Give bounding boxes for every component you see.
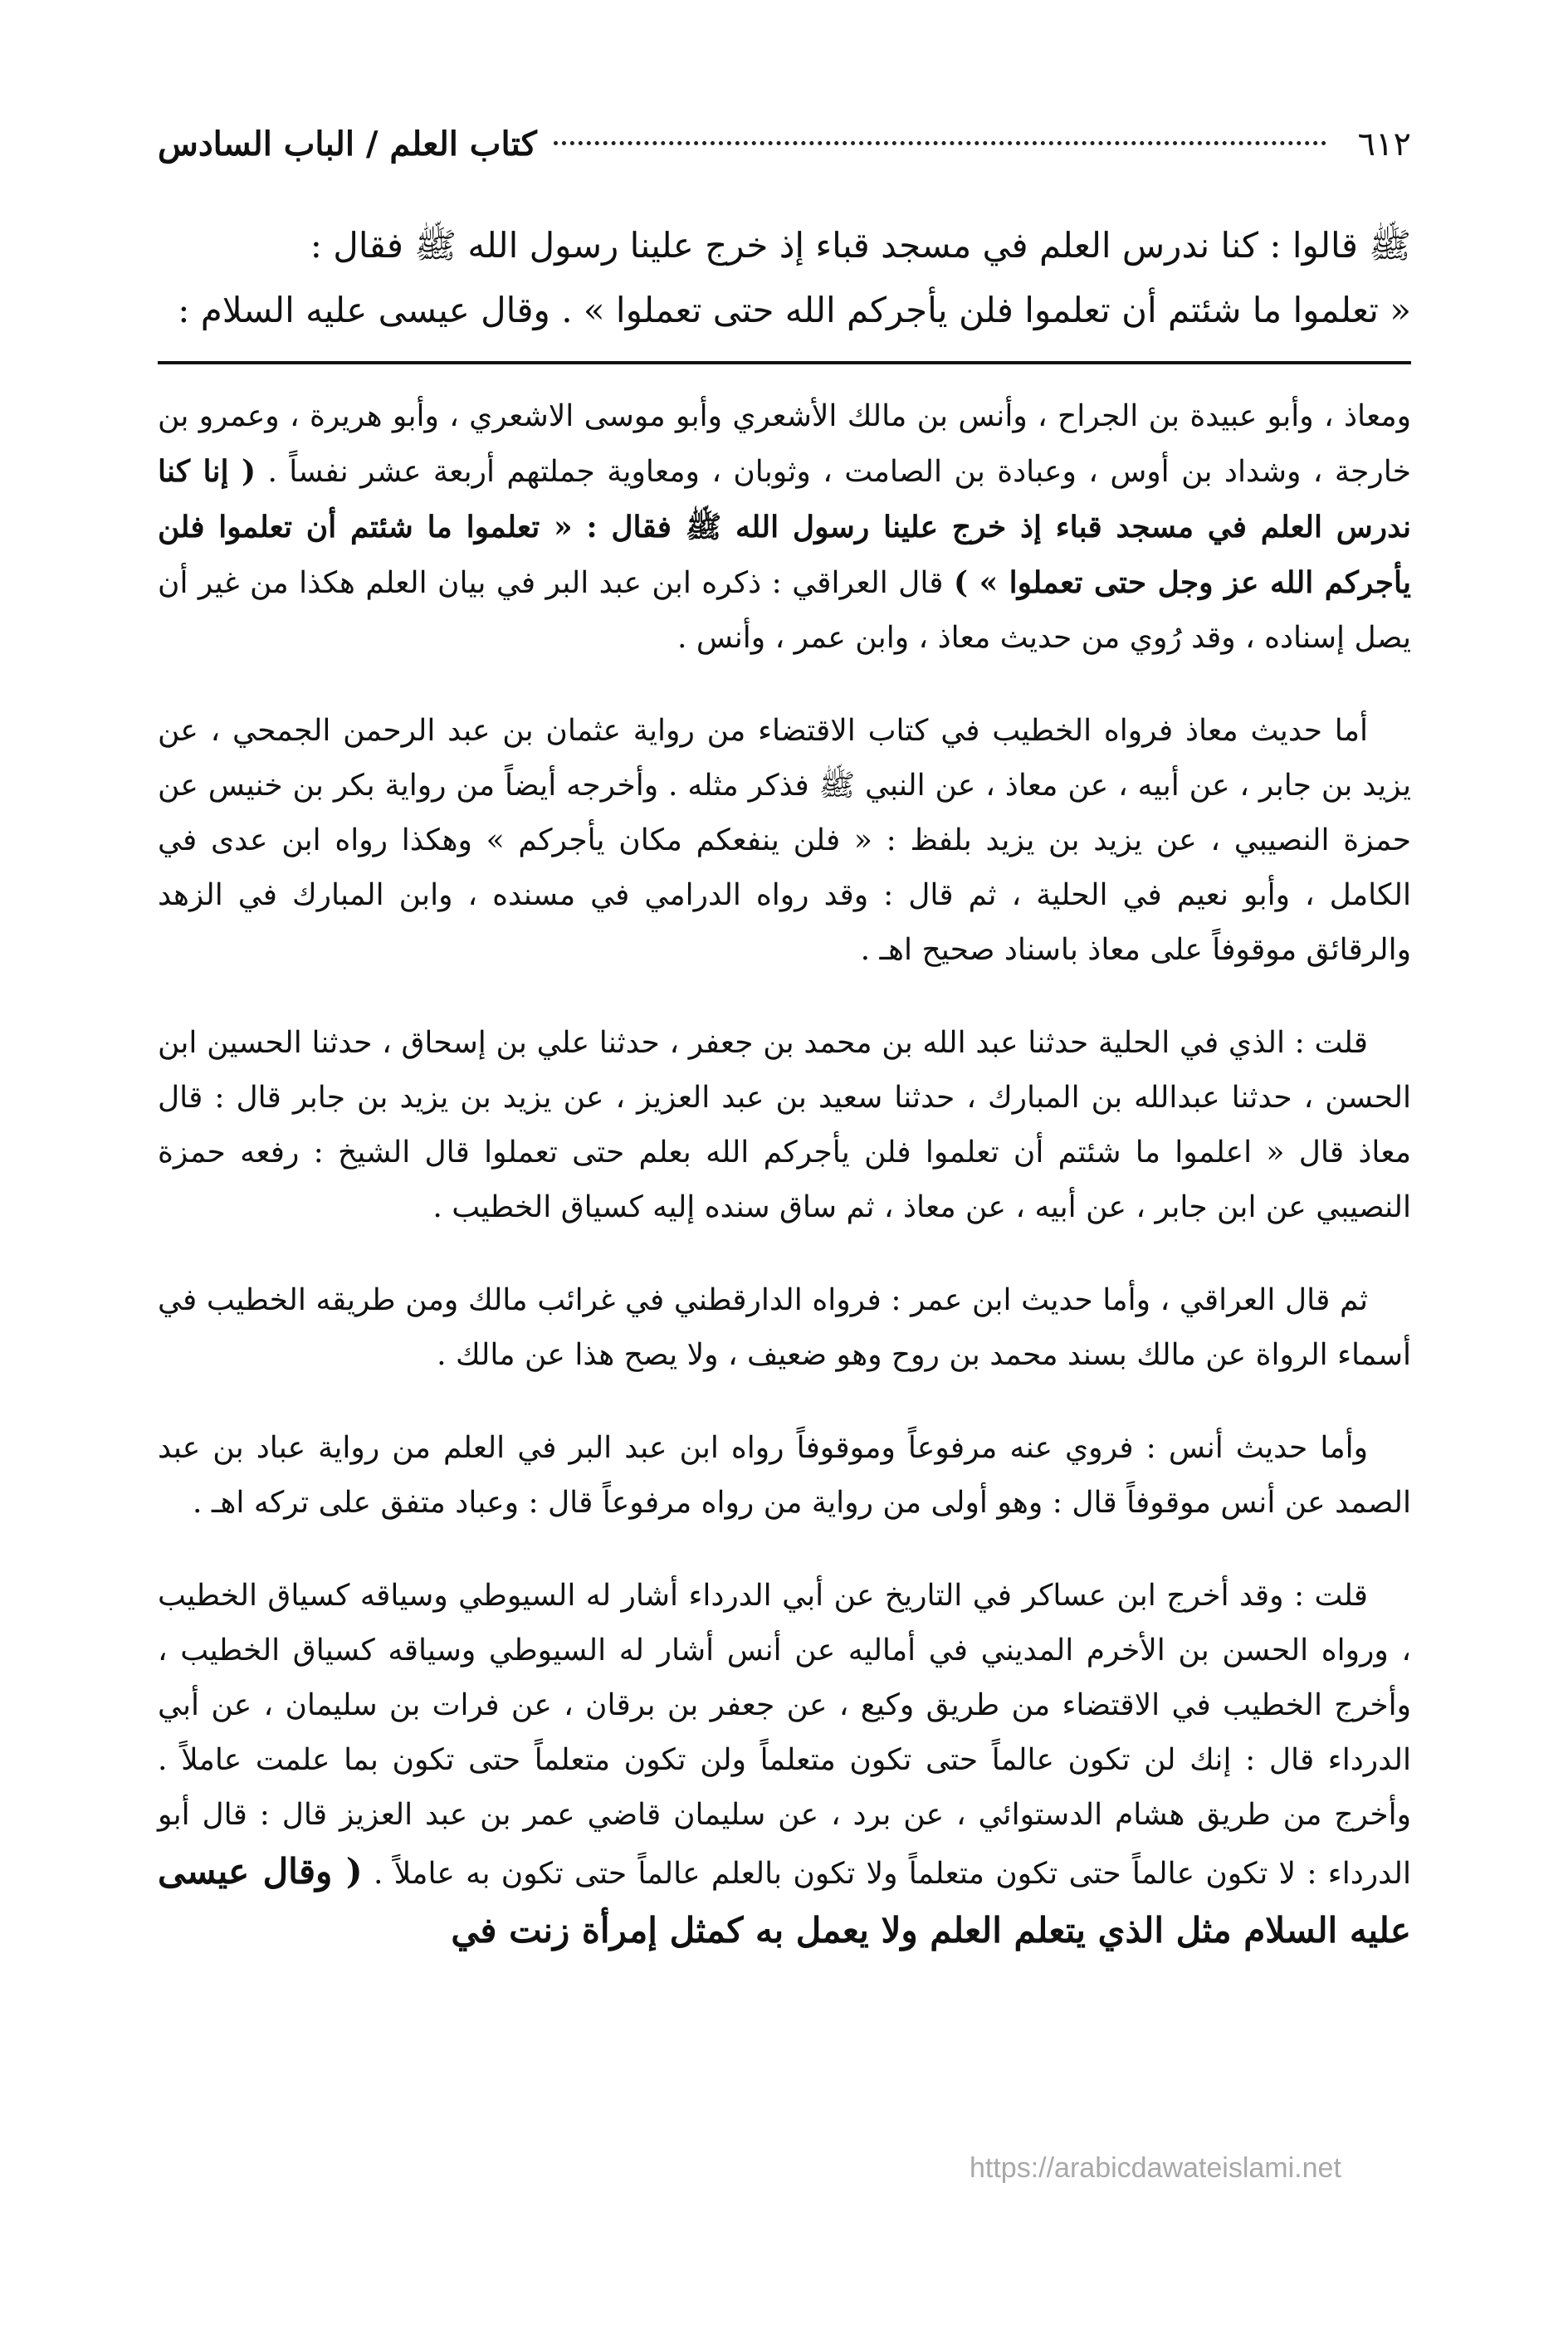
header-title: كتاب العلم / الباب السادس: [158, 125, 537, 164]
commentary-text: ومعاذ ، وأبو عبيدة بن الجراح ، وأنس بن مالك الأشعري وأبو موسى الاشعري ، وأبو هريرة ، وعمرو بن خارجة ، وشداد بن أوس ، وعبادة بن الصامت ، وثوبان ، ومعاوية جملتهم أربعة عشر نفساً .: [158, 399, 1412, 489]
main-text-line: « تعلموا ما شئتم أن تعلموا فلن يأجركم الله حتى تعملوا » . وقال عيسى عليه السلام :: [178, 290, 1411, 330]
main-text-line: ﷺ قالوا : كنا ندرس العلم في مسجد قباء إذ خرج علينا رسول الله ﷺ فقال :: [310, 225, 1411, 266]
commentary-paragraph: ثم قال العراقي ، وأما حديث ابن عمر : فرواه الدارقطني في غرائب مالك ومن طريقه الخطيب في أسماء الرواة عن مالك بسند محمد بن روح وهو ضعيف ، ولا يصح هذا عن مالك .: [158, 1283, 1411, 1372]
commentary-text: قلت : وقد أخرج ابن عساكر في التاريخ عن أبي الدرداء أشار له السيوطي وسياقه كسياق الخطيب ، ورواه الحسن بن الأخرم المديني في أماليه عن أنس أشار له السيوطي وسياقه كسياق الخطيب ، وأخرج الخطيب في الاقتضاء من طريق وكيع ، عن جعفر بن برقان ، عن فرات بن سليمان ، عن أبي الدرداء قال : إنك لن تكون عالماً حتى تكون متعلماً ولن تكون متعلماً حتى تكون بما علمت عاملاً . وأخرج من طريق هشام الدستوائي ، عن برد ، عن سليمان قاضي عمر بن عبد العزيز قال : قال أبو الدرداء : لا تكون عالماً حتى تكون متعلماً ولا تكون بالعلم عالماً حتى تكون به عاملاً .: [158, 1579, 1411, 1891]
page-number: ٦١٢: [1357, 125, 1411, 164]
watermark-url: https://arabicdawateislami.net: [970, 2152, 1341, 2184]
commentary-paragraph: [158, 389, 1411, 666]
commentary-paragraph: قلت : الذي في الحلية حدثنا عبد الله بن محمد بن جعفر ، حدثنا علي بن إسحاق ، حدثنا الحسين ابن الحسن ، حدثنا عبدالله بن المبارك ، حدثنا سعيد بن عبد العزيز ، عن يزيد بن يزيد بن جابر قال : قال معاذ قال « اعلموا ما شئتم أن تعلموا فلن يأجركم الله بعلم حتى تعملوا قال الشيخ : رفعه حمزة النصيبي عن ابن جابر ، عن أبيه ، عن معاذ ، ثم ساق سنده إليه كسياق الخطيب .: [158, 1026, 1411, 1224]
commentary-text: قال العراقي : ذكره ابن عبد البر في بيان العلم هكذا من غير أن يصل إسناده ، وقد رُوي من حديث معاذ ، وابن عمر ، وأنس .: [158, 566, 1411, 655]
commentary: [158, 389, 1411, 1961]
footnote-divider: [158, 361, 1411, 364]
page-header: [158, 125, 1411, 164]
quoted-matn: ( إنا كنا ندرس العلم في مسجد قباء إذ خرج علينا رسول الله ﷺ فقال : « تعلموا ما شئتم أن تعلموا فلن يأجركم الله عز وجل حتى تعملوا » ): [158, 454, 1411, 600]
commentary-paragraph: أما حديث معاذ فرواه الخطيب في كتاب الاقتضاء من رواية عثمان بن عبد الرحمن الجمحي ، عن يزيد بن جابر ، عن أبيه ، عن معاذ ، عن النبي ﷺ فذكر مثله . وأخرجه أيضاً من رواية بكر بن خنيس عن حمزة النصيبي ، عن يزيد بن يزيد بلفظ : « فلن ينفعكم مكان يأجركم » وهكذا رواه ابن عدى في الكامل ، وأبو نعيم في الحلية ، ثم قال : وقد رواه الدرامي في مسنده ، وابن المبارك في الزهد والرقائق موقوفاً على معاذ باسناد صحيح اهـ .: [158, 714, 1411, 967]
book-page: [158, 125, 1411, 1999]
commentary-paragraph: وأما حديث أنس : فروي عنه مرفوعاً وموقوفاً رواه ابن عبد البر في العلم من رواية عباد بن عبد الصمد عن أنس موقوفاً قال : وهو أولى من رواية من رواه مرفوعاً قال : وعباد متفق على تركه اهـ .: [158, 1431, 1411, 1520]
header-dots-leader: [554, 134, 1326, 145]
quoted-matn: ( وقال عيسى عليه السلام مثل الذي يتعلم العلم ولا يعمل به كمثل إمرأة زنت في: [158, 1851, 1411, 1951]
main-text: [158, 213, 1411, 343]
commentary-paragraph: [158, 1569, 1411, 1961]
